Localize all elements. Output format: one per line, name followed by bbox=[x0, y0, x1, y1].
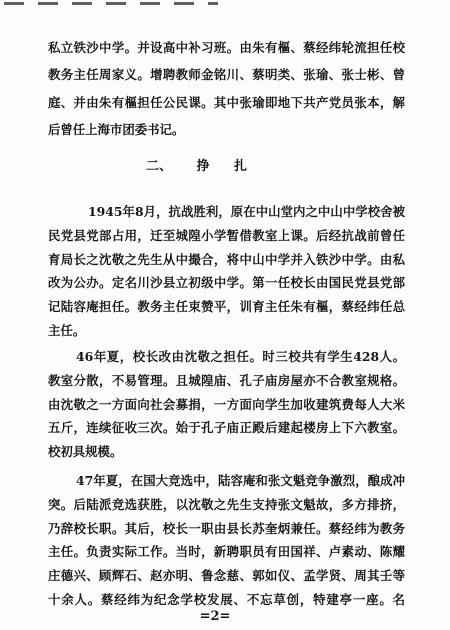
text-line: 主任。 bbox=[48, 322, 86, 338]
paragraph bbox=[48, 469, 405, 612]
text-line: 五斤，连续征收三次。始于孔子庙正殿后建起楼房上下六教室。 bbox=[48, 420, 405, 436]
text-line: 46年夏，校长改由沈敬之担任。时三校共有学生428人。 bbox=[76, 349, 405, 364]
text-line: 庭、并由朱有樞担任公民课。其中张瑜即地下共产党员张本，解 bbox=[48, 94, 405, 110]
text-line: 47年夏，在国大竞选中，陆容庵和张文魁竞争激烈，酿成冲 bbox=[76, 473, 405, 488]
text-line: 后曾任上海市团委书记。 bbox=[48, 121, 185, 137]
page-number: =2= bbox=[199, 609, 231, 624]
paragraph bbox=[48, 200, 405, 343]
text-line: 记陆容庵担任。教务主任束赞平，训育主任朱有樞，蔡经纬任总 bbox=[48, 299, 405, 315]
text-line: 教务主任周家义。增聘教师金铭川、蔡明类、张瑜、张士彬、曾 bbox=[48, 67, 405, 83]
text-line: 1945年8月，抗战胜利，原在中山堂内之中山中学校舍被 bbox=[88, 204, 405, 219]
scan-edge-marks bbox=[4, 2, 218, 5]
text-line: 由沈敬之一方面向社会募捐，一方面向学生加收建筑费每人大米 bbox=[48, 396, 405, 412]
text-line: 私立铁沙中学。并设高中补习班。由朱有樞、蔡经纬轮流担任校 bbox=[48, 40, 405, 55]
text-line: 庄德兴、顾辉石、赵亦明、鲁念慈、郭如仪、孟学贤、周其壬等 bbox=[48, 568, 405, 584]
text-line: 校初具规模。 bbox=[48, 444, 123, 460]
paragraph bbox=[48, 345, 405, 464]
text-line: 十余人。蔡经纬为纪念学校发展、不忘草创，特建亭一座。名 bbox=[48, 591, 405, 607]
section-heading: 二、 挣 扎 bbox=[146, 159, 248, 174]
text-line: 改为公办。定名川沙县立初级中学。第一任校长由国民党县党部 bbox=[48, 275, 405, 291]
text-line: 乃辞校长职。其后，校长一职由县长苏奎炳兼任。蔡经纬为教务 bbox=[48, 520, 405, 536]
text-line: 教室分散，不易管理。且城隍庙、孔子庙房屋亦不合教室规格。 bbox=[48, 372, 405, 388]
text-line: 民党县党部占用，迁至城隍小学暂借教室上课。后经抗战前曾任 bbox=[48, 227, 405, 243]
text-line: 主任。负责实际工作。当时，新聘职员有田国祥、卢素动、陈耀 bbox=[48, 544, 405, 560]
text-line: 育局长之沈敬之先生从中撮合，将中山中学并入铁沙中学。由私 bbox=[48, 251, 405, 267]
text-line: 突。后陆派竞选获胜，以沈敬之先生支持张文魁故，多方排挤， bbox=[48, 496, 405, 512]
continued-paragraph bbox=[48, 34, 405, 143]
